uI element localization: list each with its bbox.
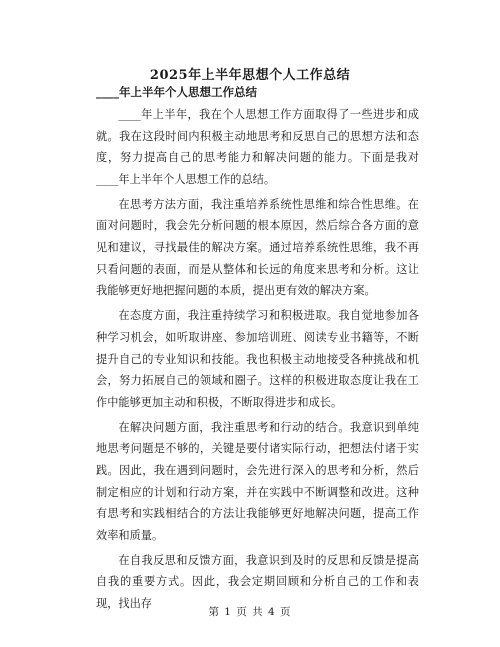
paragraph-problem-solving: 在解决问题方面，我注重思考和行动的结合。我意识到单纯地思考问题是不够的，关键是要付诸实际行动，把想法付诸于实践。因此，我在遇到问题时，会先进行深入的思考和分析，然后制定相应的计划和行动方案，并在实践中不断调整和改进。这种有思考和实践相结合的方法让我能够更好地解决问题，提高工作效率和质量。 xyxy=(96,420,419,542)
document-title: 2025年上半年思想个人工作总结 xyxy=(149,68,351,83)
document-body xyxy=(96,104,419,618)
page-number-footer: 第 1 页 共 4 页 xyxy=(208,606,292,618)
paragraph-intro: ____年上半年，我在个人思想工作方面取得了一些进步和成就。我在这段时间内积极主动地思考和反思自己的思想方法和态度，努力提高自己的思考能力和解决问题的能力。下面是我对____年上半年个人思想工作的总结。 xyxy=(96,108,419,186)
paragraph-self-reflection: 在自我反思和反馈方面，我意识到及时的反思和反馈是提高自我的重要方式。因此，我会定期回顾和分析自己的工作和表现，找出存 xyxy=(96,553,419,611)
document-subtitle: ____年上半年个人思想工作总结 xyxy=(96,85,257,99)
paragraph-attitude: 在态度方面，我注重持续学习和积极进取。我自觉地参加各种学习机会，如听取讲座、参加培训班、阅读专业书籍等，不断提升自己的专业知识和技能。我也积极主动地接受各种挑战和机会，努力拓展自己的领域和圈子。这样的积极进取态度让我在工作中能够更加主动和积极，不断取得进步和成长。 xyxy=(96,309,419,409)
paragraph-thinking-method: 在思考方法方面，我注重培养系统性思维和综合性思维。在面对问题时，我会先分析问题的根本原因，然后综合各方面的意见和建议，寻找最佳的解决方案。通过培养系统性思维，我不再只看问题的表面，而是从整体和长远的角度来思考和分析。这让我能够更好地把握问题的本质，提出更有效的解决方案。 xyxy=(96,197,419,298)
